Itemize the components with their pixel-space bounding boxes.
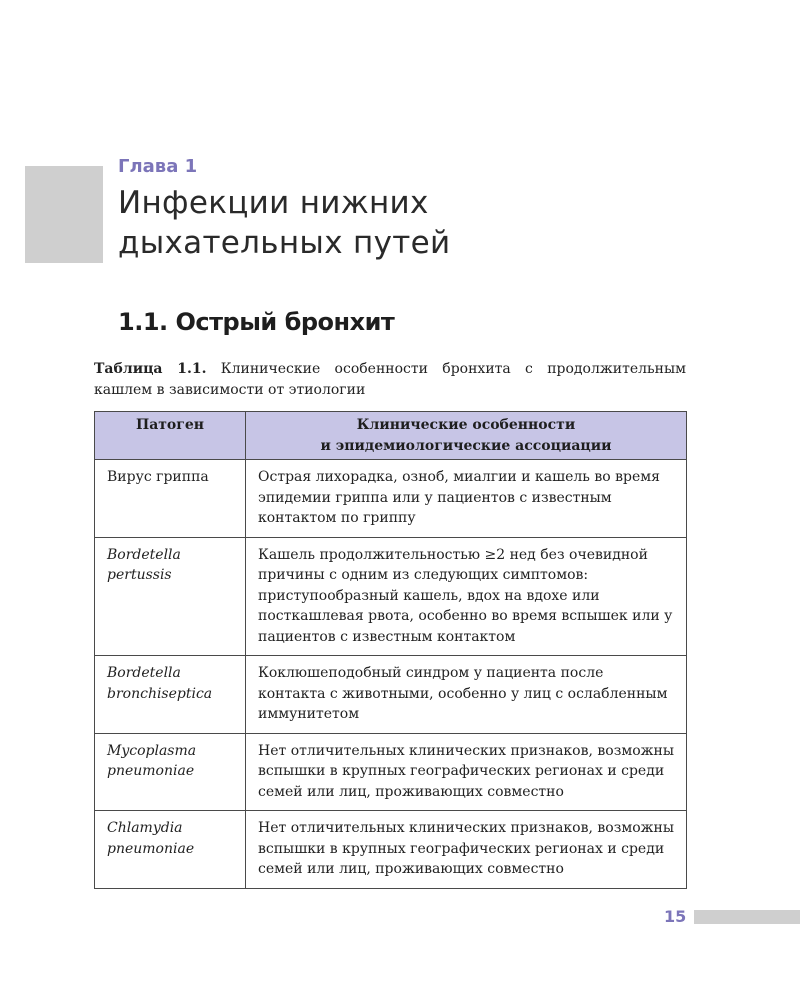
section-title: 1.1. Острый бронхит bbox=[118, 308, 395, 336]
features-cell: Кашель продолжительностью ≥2 нед без очевидной причины с одним из следующих симптомов: приступообразный кашель, вдох на вдохе или посткашлевая рвота, особенно во время вспышек или у пациентов с известным контактом bbox=[246, 537, 687, 656]
table-caption bbox=[94, 359, 686, 401]
table-row bbox=[95, 733, 687, 811]
pathogen-cell: Bordetella pertussis bbox=[95, 537, 246, 656]
features-cell: Нет отличительных клинических признаков, возможны вспышки в крупных географических регионах и среди семей или лиц, проживающих совместно bbox=[246, 733, 687, 811]
table-row bbox=[95, 537, 687, 656]
header-features-line-1: Клинические особенности bbox=[356, 417, 576, 433]
table-row bbox=[95, 656, 687, 734]
table-row bbox=[95, 811, 687, 889]
header-features bbox=[246, 412, 687, 460]
pathogen-cell: Chlamydia pneumoniae bbox=[95, 811, 246, 889]
chapter-title-line-2: дыхательных путей bbox=[118, 225, 451, 261]
features-cell: Острая лихорадка, озноб, миалгии и кашель во время эпидемии гриппа или у пациентов с известным контактом по гриппу bbox=[246, 460, 687, 538]
chapter-title-line-1: Инфекции нижних bbox=[118, 185, 429, 221]
chapter-marker-block bbox=[25, 166, 103, 263]
chapter-label: Глава 1 bbox=[118, 156, 198, 177]
chapter-title bbox=[118, 183, 678, 263]
table-caption-text: Клинические особенности бронхита с продолжительным кашлем в зависимости от этиологии bbox=[94, 361, 686, 398]
features-cell: Нет отличительных клинических признаков, возможны вспышки в крупных географических регионах и среди семей или лиц, проживающих совместно bbox=[246, 811, 687, 889]
page-number-bar bbox=[694, 910, 800, 924]
etiology-table bbox=[94, 411, 687, 889]
page-number: 15 bbox=[664, 907, 687, 926]
pathogen-cell: Вирус гриппа bbox=[95, 460, 246, 538]
pathogen-cell: Mycoplasma pneumoniae bbox=[95, 733, 246, 811]
header-pathogen: Патоген bbox=[95, 412, 246, 460]
table-header-row bbox=[95, 412, 687, 460]
table-row bbox=[95, 460, 687, 538]
pathogen-cell: Bordetella bronchiseptica bbox=[95, 656, 246, 734]
features-cell: Коклюшеподобный синдром у пациента после контакта с животными, особенно у лиц с ослабленным иммунитетом bbox=[246, 656, 687, 734]
table-caption-label: Таблица 1.1. bbox=[94, 361, 207, 377]
header-features-line-2: и эпидемиологические ассоциации bbox=[320, 437, 612, 454]
